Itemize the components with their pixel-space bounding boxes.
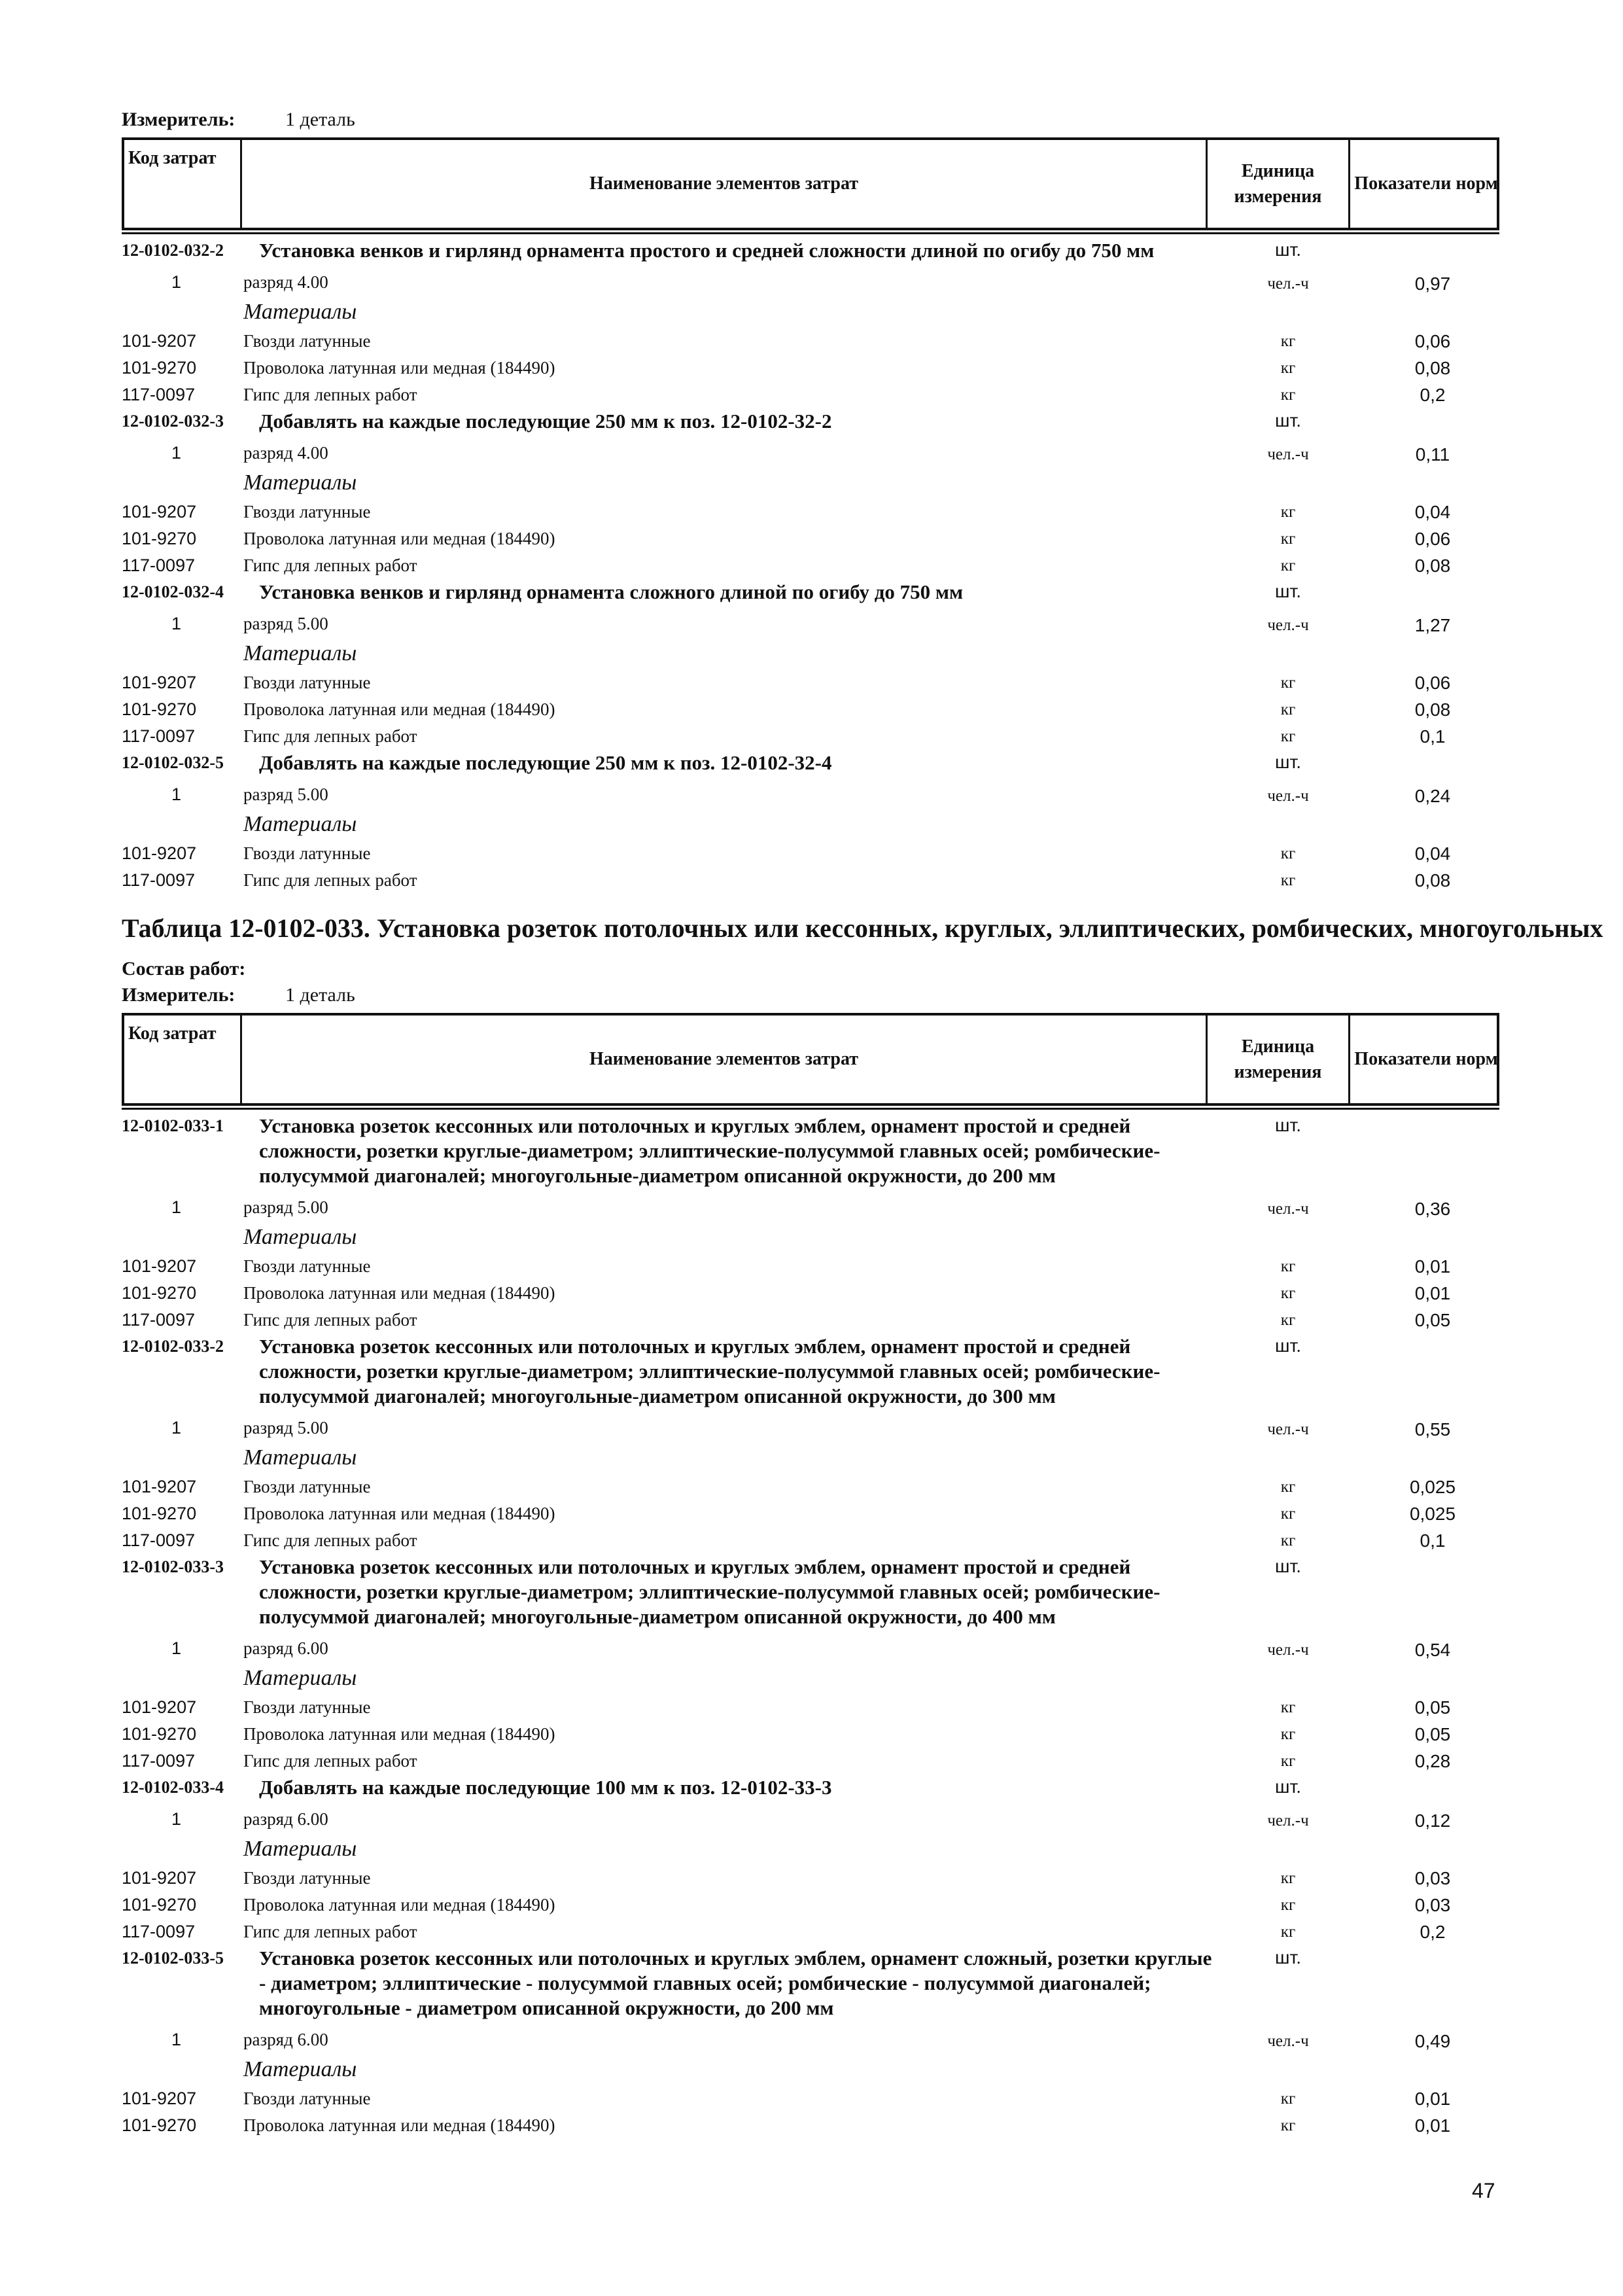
norm-value: 0,04 bbox=[1414, 843, 1451, 864]
materials-heading bbox=[0, 468, 1623, 498]
unit-value: чел.-ч bbox=[1267, 1200, 1309, 1218]
material-code: 101-9207 bbox=[122, 502, 197, 521]
unit-value: шт. bbox=[1275, 1115, 1301, 1135]
header-name: Наименование элементов затрат bbox=[242, 1016, 1208, 1103]
norm-value: 0,1 bbox=[1420, 726, 1446, 747]
materials-heading bbox=[0, 1443, 1623, 1473]
material-row bbox=[0, 1306, 1623, 1333]
material-code: 101-9207 bbox=[122, 2089, 197, 2108]
material-name: Гипс для лепных работ bbox=[243, 556, 417, 575]
labor-grade: разряд 6.00 bbox=[243, 1809, 328, 1829]
material-name: Гипс для лепных работ bbox=[243, 1751, 417, 1771]
item-code: 12-0102-032-5 bbox=[122, 753, 224, 772]
material-name: Проволока латунная или медная (184490) bbox=[243, 358, 555, 378]
norm-value: 0,06 bbox=[1414, 529, 1451, 549]
work-item-row bbox=[0, 749, 1623, 779]
labor-row bbox=[0, 438, 1623, 468]
work-item-row bbox=[0, 1774, 1623, 1804]
material-name: Гипс для лепных работ bbox=[243, 726, 417, 746]
unit-value: чел.-ч bbox=[1267, 1421, 1309, 1438]
material-row bbox=[0, 696, 1623, 722]
material-code: 101-9270 bbox=[122, 1724, 197, 1744]
material-code: 101-9270 bbox=[122, 1504, 197, 1523]
unit-value: шт. bbox=[1275, 410, 1301, 431]
labor-code: 1 bbox=[171, 1809, 182, 1829]
norm-value: 0,2 bbox=[1420, 385, 1446, 405]
item-code: 12-0102-032-3 bbox=[122, 412, 224, 431]
material-name: Гвозди латунные bbox=[243, 1697, 371, 1717]
material-code: 117-0097 bbox=[122, 1530, 196, 1550]
labor-code: 1 bbox=[171, 614, 182, 633]
material-row bbox=[0, 1747, 1623, 1774]
material-row bbox=[0, 2085, 1623, 2111]
material-code: 101-9270 bbox=[122, 1895, 197, 1915]
header-unit: Единица измерения bbox=[1208, 140, 1350, 228]
unit-value: шт. bbox=[1275, 239, 1301, 260]
unit-value: кг bbox=[1280, 386, 1296, 404]
cost-rows-033 bbox=[0, 1112, 1623, 2138]
unit-value: чел.-ч bbox=[1267, 1641, 1309, 1659]
section-label: Материалы bbox=[243, 641, 357, 665]
material-name: Проволока латунная или медная (184490) bbox=[243, 1504, 555, 1523]
material-row bbox=[0, 2111, 1623, 2138]
measure-value: 1 деталь bbox=[285, 984, 355, 1006]
norm-value: 0,05 bbox=[1414, 1724, 1451, 1744]
section-label: Материалы bbox=[243, 1666, 357, 1690]
labor-row bbox=[0, 1633, 1623, 1663]
material-name: Проволока латунная или медная (184490) bbox=[243, 1895, 555, 1915]
material-row bbox=[0, 669, 1623, 696]
unit-value: кг bbox=[1280, 359, 1296, 377]
material-name: Гвозди латунные bbox=[243, 502, 371, 521]
material-name: Гвозди латунные bbox=[243, 673, 371, 692]
unit-value: чел.-ч bbox=[1267, 275, 1309, 292]
norm-value: 0,03 bbox=[1414, 1895, 1451, 1915]
unit-value: кг bbox=[1280, 1311, 1296, 1329]
norm-value: 0,08 bbox=[1414, 870, 1451, 891]
labor-grade: разряд 4.00 bbox=[243, 272, 328, 292]
header-norm: Показатели норм bbox=[1354, 1049, 1498, 1070]
labor-row bbox=[0, 1413, 1623, 1443]
unit-value: кг bbox=[1280, 1725, 1296, 1743]
labor-code: 1 bbox=[171, 1638, 182, 1658]
material-code: 117-0097 bbox=[122, 385, 196, 404]
material-row bbox=[0, 552, 1623, 578]
labor-grade: разряд 5.00 bbox=[243, 785, 328, 804]
material-code: 101-9207 bbox=[122, 1256, 197, 1276]
unit-value: кг bbox=[1280, 557, 1296, 574]
item-description: Установка розеток кессонных или потолочных и круглых эмблем, орнамент сложный, розетки круглые - диаметром; эллиптические - полусуммой главных осей; ромбические - полусуммой диагоналей; многоугольные - диаметром описанной окружности, до 200 мм bbox=[259, 1947, 1212, 2019]
work-item-row bbox=[0, 237, 1623, 267]
material-name: Гипс для лепных работ bbox=[243, 1310, 417, 1330]
material-name: Гипс для лепных работ bbox=[243, 385, 417, 404]
norm-value: 0,11 bbox=[1415, 444, 1450, 465]
item-description: Добавлять на каждые последующие 250 мм к поз. 12-0102-32-2 bbox=[259, 410, 832, 433]
norm-value: 0,01 bbox=[1414, 1283, 1451, 1303]
unit-value: шт. bbox=[1275, 1556, 1301, 1576]
material-code: 101-9270 bbox=[122, 2115, 197, 2135]
item-code: 12-0102-033-3 bbox=[122, 1557, 224, 1576]
material-code: 101-9207 bbox=[122, 1477, 197, 1496]
material-name: Гипс для лепных работ bbox=[243, 1530, 417, 1550]
material-code: 117-0097 bbox=[122, 726, 196, 746]
materials-heading bbox=[0, 297, 1623, 327]
norm-value: 0,06 bbox=[1414, 673, 1451, 693]
labor-code: 1 bbox=[171, 1197, 182, 1217]
material-row bbox=[0, 1693, 1623, 1720]
material-row bbox=[0, 381, 1623, 408]
norm-value: 0,28 bbox=[1414, 1751, 1451, 1771]
item-code: 12-0102-033-4 bbox=[122, 1778, 224, 1797]
unit-value: кг bbox=[1280, 1752, 1296, 1770]
unit-value: кг bbox=[1280, 1284, 1296, 1302]
labor-grade: разряд 5.00 bbox=[243, 1418, 328, 1438]
labor-row bbox=[0, 1192, 1623, 1222]
norm-value: 0,1 bbox=[1420, 1530, 1446, 1551]
material-code: 101-9270 bbox=[122, 1283, 197, 1303]
material-code: 101-9270 bbox=[122, 699, 197, 719]
norm-value: 1,27 bbox=[1414, 615, 1451, 635]
materials-heading bbox=[0, 1834, 1623, 1864]
labor-grade: разряд 6.00 bbox=[243, 2030, 328, 2049]
header-name: Наименование элементов затрат bbox=[242, 140, 1208, 228]
material-name: Проволока латунная или медная (184490) bbox=[243, 1283, 555, 1303]
unit-value: кг bbox=[1280, 2090, 1296, 2108]
material-row bbox=[0, 1891, 1623, 1918]
material-row bbox=[0, 1864, 1623, 1891]
section-label: Материалы bbox=[243, 300, 357, 324]
unit-value: кг bbox=[1280, 1478, 1296, 1496]
labor-row bbox=[0, 267, 1623, 297]
table-header bbox=[122, 137, 1499, 230]
table-title: Таблица 12-0102-033. Установка розеток потолочных или кессонных, круглых, эллиптических, ромбических, многоугольных bbox=[122, 913, 1603, 943]
materials-heading bbox=[0, 639, 1623, 669]
unit-value: кг bbox=[1280, 728, 1296, 745]
material-code: 117-0097 bbox=[122, 870, 196, 890]
material-name: Гвозди латунные bbox=[243, 843, 371, 863]
material-row bbox=[0, 722, 1623, 749]
material-row bbox=[0, 839, 1623, 866]
item-code: 12-0102-033-2 bbox=[122, 1337, 224, 1356]
norm-value: 0,08 bbox=[1414, 556, 1451, 576]
unit-value: кг bbox=[1280, 674, 1296, 692]
norm-value: 0,54 bbox=[1414, 1640, 1451, 1660]
material-row bbox=[0, 1500, 1623, 1527]
cost-rows-032 bbox=[0, 237, 1623, 893]
item-description: Установка венков и гирлянд орнамента сложного длиной по огибу до 750 мм bbox=[259, 580, 964, 603]
header-norm: Показатели норм bbox=[1354, 173, 1498, 194]
materials-heading bbox=[0, 1663, 1623, 1693]
section-label: Материалы bbox=[243, 470, 357, 495]
page-number: 47 bbox=[1472, 2179, 1495, 2202]
unit-value: шт. bbox=[1275, 1776, 1301, 1797]
material-name: Проволока латунная или медная (184490) bbox=[243, 699, 555, 719]
material-name: Гвозди латунные bbox=[243, 1477, 371, 1496]
material-name: Проволока латунная или медная (184490) bbox=[243, 1724, 555, 1744]
work-item-row bbox=[0, 1112, 1623, 1192]
material-row bbox=[0, 866, 1623, 893]
materials-heading bbox=[0, 2055, 1623, 2085]
norm-value: 0,01 bbox=[1414, 2089, 1451, 2109]
item-description: Установка розеток кессонных или потолочных и круглых эмблем, орнамент простой и средней сложности, розетки круглые-диаметром; эллиптические-полусуммой главных осей; ромбические-полусуммой диагоналей; многоугольные-диаметром описанной окружности, до 200 мм bbox=[259, 1114, 1161, 1187]
norm-value: 0,01 bbox=[1414, 1256, 1451, 1277]
labor-row bbox=[0, 779, 1623, 809]
labor-code: 1 bbox=[171, 443, 182, 463]
material-name: Проволока латунная или медная (184490) bbox=[243, 2115, 555, 2135]
material-code: 117-0097 bbox=[122, 556, 196, 575]
material-name: Гипс для лепных работ bbox=[243, 1922, 417, 1941]
item-description: Добавлять на каждые последующие 250 мм к поз. 12-0102-32-4 bbox=[259, 751, 832, 774]
labor-row bbox=[0, 609, 1623, 639]
norm-value: 0,24 bbox=[1414, 786, 1451, 806]
materials-heading bbox=[0, 1222, 1623, 1252]
item-code: 12-0102-032-4 bbox=[122, 582, 224, 601]
norm-value: 0,05 bbox=[1414, 1310, 1451, 1330]
item-description: Установка венков и гирлянд орнамента простого и средней сложности длиной по огибу до 750 мм bbox=[259, 239, 1155, 262]
work-item-row bbox=[0, 408, 1623, 438]
material-code: 117-0097 bbox=[122, 1922, 196, 1941]
labor-grade: разряд 4.00 bbox=[243, 443, 328, 463]
section-label: Материалы bbox=[243, 1445, 357, 1470]
material-name: Гвозди латунные bbox=[243, 1868, 371, 1888]
unit-value: чел.-ч bbox=[1267, 1812, 1309, 1829]
unit-value: кг bbox=[1280, 2117, 1296, 2134]
material-row bbox=[0, 498, 1623, 525]
norm-value: 0,025 bbox=[1409, 1477, 1456, 1497]
labor-grade: разряд 5.00 bbox=[243, 614, 328, 633]
material-row bbox=[0, 1252, 1623, 1279]
unit-value: чел.-ч bbox=[1267, 787, 1309, 805]
table-header bbox=[122, 1013, 1499, 1106]
material-name: Гипс для лепных работ bbox=[243, 870, 417, 890]
norm-value: 0,36 bbox=[1414, 1199, 1451, 1219]
unit-value: чел.-ч bbox=[1267, 446, 1309, 463]
unit-value: чел.-ч bbox=[1267, 2032, 1309, 2050]
measure-label: Измеритель: bbox=[122, 109, 236, 130]
section-label: Материалы bbox=[243, 812, 357, 836]
norm-value: 0,01 bbox=[1414, 2115, 1451, 2136]
work-item-row bbox=[0, 1945, 1623, 2024]
item-code: 12-0102-033-1 bbox=[122, 1116, 224, 1135]
header-unit: Единица измерения bbox=[1208, 1016, 1350, 1103]
norm-value: 0,08 bbox=[1414, 699, 1451, 720]
section-label: Материалы bbox=[243, 1837, 357, 1861]
header-code: Код затрат bbox=[124, 140, 242, 228]
item-description: Установка розеток кессонных или потолочных и круглых эмблем, орнамент простой и средней сложности, розетки круглые-диаметром; эллиптические-полусуммой главных осей; ромбические-полусуммой диагоналей; многоугольные-диаметром описанной окружности, до 400 мм bbox=[259, 1555, 1161, 1628]
table-header-rule bbox=[122, 232, 1499, 234]
measure-label: Измеритель: bbox=[122, 984, 236, 1006]
header-code: Код затрат bbox=[124, 1016, 242, 1103]
measure-line bbox=[122, 984, 355, 1006]
norm-value: 0,05 bbox=[1414, 1697, 1451, 1718]
unit-value: кг bbox=[1280, 1896, 1296, 1914]
material-code: 101-9207 bbox=[122, 331, 197, 351]
unit-value: кг bbox=[1280, 332, 1296, 350]
material-row bbox=[0, 1279, 1623, 1306]
material-row bbox=[0, 354, 1623, 381]
work-item-row bbox=[0, 578, 1623, 609]
section-label: Материалы bbox=[243, 1225, 357, 1249]
unit-value: кг bbox=[1280, 1699, 1296, 1716]
norm-value: 0,04 bbox=[1414, 502, 1451, 522]
labor-code: 1 bbox=[171, 2030, 182, 2049]
material-row bbox=[0, 1527, 1623, 1553]
unit-value: кг bbox=[1280, 845, 1296, 862]
norm-value: 0,49 bbox=[1414, 2031, 1451, 2051]
unit-value: шт. bbox=[1275, 752, 1301, 772]
norm-value: 0,12 bbox=[1414, 1810, 1451, 1831]
norm-value: 0,55 bbox=[1414, 1419, 1451, 1439]
labor-row bbox=[0, 2024, 1623, 2055]
item-code: 12-0102-032-2 bbox=[122, 241, 224, 260]
item-description: Установка розеток кессонных или потолочных и круглых эмблем, орнамент простой и средней сложности, розетки круглые-диаметром; эллиптические-полусуммой главных осей; ромбические-полусуммой диагоналей; многоугольные-диаметром описанной окружности, до 300 мм bbox=[259, 1335, 1161, 1407]
labor-code: 1 bbox=[171, 272, 182, 292]
material-row bbox=[0, 1473, 1623, 1500]
material-name: Проволока латунная или медная (184490) bbox=[243, 529, 555, 548]
material-code: 101-9270 bbox=[122, 358, 197, 378]
labor-code: 1 bbox=[171, 785, 182, 804]
table-header-rule bbox=[122, 1108, 1499, 1110]
item-description: Добавлять на каждые последующие 100 мм к поз. 12-0102-33-3 bbox=[259, 1776, 832, 1799]
labor-row bbox=[0, 1804, 1623, 1834]
material-row bbox=[0, 525, 1623, 552]
section-label: Материалы bbox=[243, 2057, 357, 2081]
norm-value: 0,025 bbox=[1409, 1504, 1456, 1524]
unit-value: кг bbox=[1280, 1258, 1296, 1275]
material-code: 117-0097 bbox=[122, 1751, 196, 1771]
material-code: 101-9207 bbox=[122, 1697, 197, 1717]
norm-value: 0,2 bbox=[1420, 1922, 1446, 1942]
materials-heading bbox=[0, 809, 1623, 839]
unit-value: шт. bbox=[1275, 581, 1301, 601]
material-code: 101-9207 bbox=[122, 673, 197, 692]
labor-grade: разряд 5.00 bbox=[243, 1197, 328, 1217]
unit-value: кг bbox=[1280, 1532, 1296, 1549]
norm-value: 0,06 bbox=[1414, 331, 1451, 351]
unit-value: кг bbox=[1280, 1869, 1296, 1887]
labor-grade: разряд 6.00 bbox=[243, 1638, 328, 1658]
material-name: Гвозди латунные bbox=[243, 331, 371, 351]
norm-value: 0,97 bbox=[1414, 274, 1451, 294]
item-code: 12-0102-033-5 bbox=[122, 1949, 224, 1968]
unit-value: шт. bbox=[1275, 1335, 1301, 1356]
work-item-row bbox=[0, 1333, 1623, 1413]
material-row bbox=[0, 1720, 1623, 1747]
material-name: Гвозди латунные bbox=[243, 1256, 371, 1276]
material-name: Гвозди латунные bbox=[243, 2089, 371, 2108]
labor-code: 1 bbox=[171, 1418, 182, 1438]
material-code: 117-0097 bbox=[122, 1310, 196, 1330]
unit-value: кг bbox=[1280, 701, 1296, 718]
unit-value: чел.-ч bbox=[1267, 616, 1309, 634]
material-row bbox=[0, 327, 1623, 354]
measure-line bbox=[122, 109, 355, 131]
unit-value: кг bbox=[1280, 503, 1296, 521]
material-row bbox=[0, 1918, 1623, 1945]
unit-value: кг bbox=[1280, 872, 1296, 889]
work-composition-label: Состав работ: bbox=[122, 958, 246, 980]
norm-value: 0,08 bbox=[1414, 358, 1451, 378]
norm-value: 0,03 bbox=[1414, 1868, 1451, 1888]
unit-value: кг bbox=[1280, 1923, 1296, 1941]
unit-value: кг bbox=[1280, 530, 1296, 548]
measure-value: 1 деталь bbox=[285, 109, 355, 130]
unit-value: кг bbox=[1280, 1505, 1296, 1523]
unit-value: шт. bbox=[1275, 1947, 1301, 1968]
material-code: 101-9270 bbox=[122, 529, 197, 548]
material-code: 101-9207 bbox=[122, 843, 197, 863]
material-code: 101-9207 bbox=[122, 1868, 197, 1888]
work-item-row bbox=[0, 1553, 1623, 1633]
